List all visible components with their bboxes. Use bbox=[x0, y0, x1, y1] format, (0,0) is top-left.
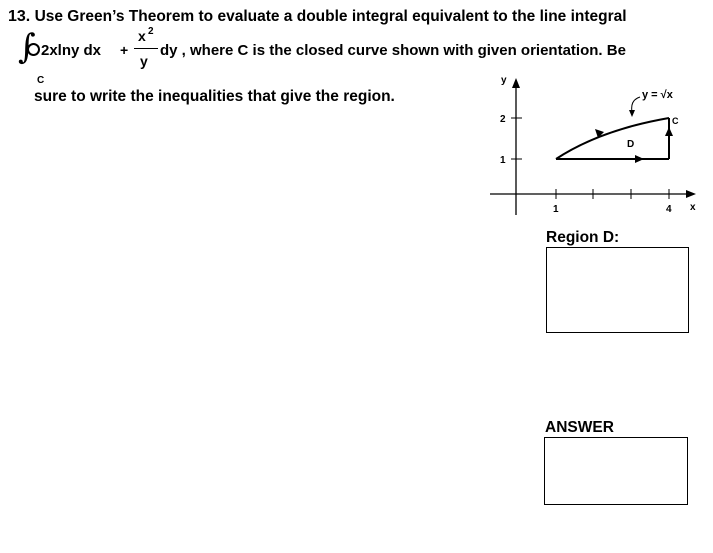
integrand-term1: 2xlny dx bbox=[41, 42, 102, 59]
fraction-denominator: y bbox=[140, 53, 148, 69]
region-answer-box[interactable] bbox=[546, 247, 689, 333]
fraction-numerator: x bbox=[138, 28, 146, 44]
problem-statement-line2: sure to write the inequalities that give the region. bbox=[34, 88, 395, 105]
y-tick-label-2: 2 bbox=[500, 114, 506, 125]
curve-boundary bbox=[556, 118, 669, 159]
fraction-exponent: 2 bbox=[148, 26, 154, 37]
plus-sign: + bbox=[120, 42, 129, 58]
y-tick-label-1: 1 bbox=[500, 155, 506, 166]
answer-heading: ANSWER bbox=[545, 419, 614, 436]
problem-statement-line1 bbox=[8, 8, 627, 26]
problem-number: 13. bbox=[8, 8, 31, 25]
problem-intro: Use Green’s Theorem to evaluate a double integral equivalent to the line integral bbox=[34, 8, 627, 25]
fraction-bar bbox=[134, 48, 158, 49]
x-axis-label: x bbox=[690, 202, 696, 213]
y-axis-label: y bbox=[501, 75, 507, 86]
curve-c-label: C bbox=[672, 116, 679, 126]
contour-subscript: C bbox=[37, 75, 45, 86]
y-axis-arrow-icon bbox=[512, 78, 520, 88]
region-d-label: D bbox=[627, 139, 635, 150]
curve-callout-line bbox=[632, 97, 640, 112]
integrand-term2: dy , where C is the closed curve shown with given orientation. Be bbox=[160, 42, 626, 59]
orientation-arrow-bottom-icon bbox=[635, 155, 644, 163]
answer-box[interactable] bbox=[544, 437, 688, 505]
orientation-arrow-right-icon bbox=[665, 127, 673, 136]
contour-circle-icon bbox=[27, 43, 40, 56]
region-graph bbox=[480, 70, 710, 225]
integral-sign-icon: ∫ bbox=[18, 27, 36, 67]
callout-arrow-icon bbox=[629, 110, 635, 117]
region-d-heading: Region D: bbox=[546, 229, 620, 246]
x-tick-label-4: 4 bbox=[666, 204, 672, 215]
curve-label: y = √x bbox=[642, 89, 673, 101]
x-axis-arrow-icon bbox=[686, 190, 696, 198]
x-tick-label-1: 1 bbox=[553, 204, 559, 215]
